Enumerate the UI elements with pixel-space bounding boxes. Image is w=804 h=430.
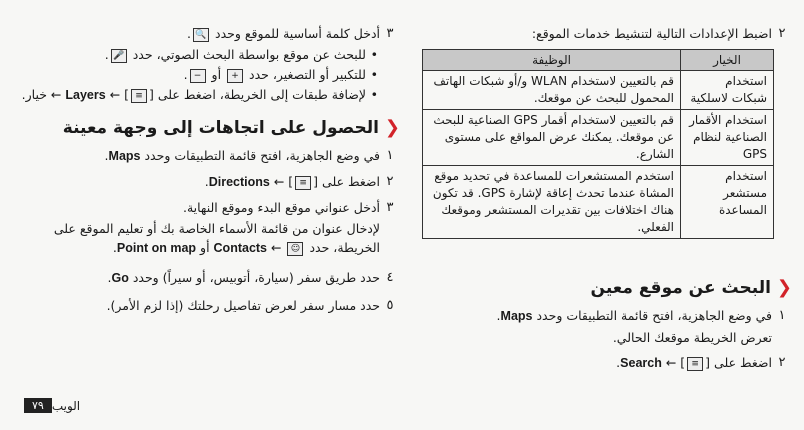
step-number: ٥ xyxy=(386,298,394,313)
step-number: ١ xyxy=(778,308,786,323)
step-2-directions: ٢ اضغط على [≡] ← Directions. xyxy=(14,172,400,192)
page-number: ٧٩ xyxy=(24,398,52,413)
step-text: حدد مسار سفر لعرض تفاصيل رحلتك (إذا لزم الأمر). xyxy=(106,298,380,313)
heading-text: البحث عن موقع معين xyxy=(590,277,771,298)
zoom-in-icon: + xyxy=(227,69,243,83)
header-function: الوظيفة xyxy=(423,50,681,71)
step-3-keyword: ٣ أدخل كلمة أساسية للموقع وحدد 🔍. xyxy=(14,24,400,43)
step-2-search: ٢ اضغط على [≡] ← Search. xyxy=(412,353,792,373)
tips-list xyxy=(14,45,378,105)
step-3-addresses xyxy=(14,198,400,217)
step-text: اضبط الإعدادات التالية لتنشيط خدمات الموقع: xyxy=(531,26,772,41)
list-item: • للتكبير أو التصغير، حدد + أو −. xyxy=(14,65,378,85)
right-column xyxy=(412,24,792,375)
location-options-table xyxy=(422,49,774,239)
step-number: ٤ xyxy=(386,270,394,285)
layers-label: Layers xyxy=(65,88,106,102)
section-heading-directions xyxy=(14,117,400,138)
step-note: تعرض الخريطة موقعك الحالي. xyxy=(612,330,772,345)
heading-text: الحصول على اتجاهات إلى وجهة معينة xyxy=(62,117,379,138)
microphone-icon: 🎤 xyxy=(111,49,127,63)
table-row xyxy=(423,71,774,110)
menu-icon: ≡ xyxy=(295,176,311,190)
function-cell: استخدم المستشعرات للمساعدة في تحديد موقع المشاة عندما تحدث إعاقة لإشارة GPS. قد تكون هناك اختلافات بين تقديرات المستشعر وموقعك الفعلي. xyxy=(423,166,681,239)
go-label: Go xyxy=(111,271,129,285)
function-cell: قم بالتعيين لاستخدام أقمار GPS الصناعية للبحث عن موقعك. يمكنك عرض المواقع على مستوى الشارع. xyxy=(423,110,681,166)
point-on-map-label: Point on map xyxy=(116,241,197,255)
option-cell: استخدام مستشعر المساعدة xyxy=(681,166,774,239)
table-row xyxy=(423,166,774,239)
option-cell: استخدام الأقمار الصناعية لنظام GPS xyxy=(681,110,774,166)
footer-label: الويب xyxy=(51,398,81,413)
zoom-out-icon: − xyxy=(190,69,206,83)
table-header-row xyxy=(423,50,774,71)
step-number: ١ xyxy=(386,148,394,163)
chevron-icon: ❮ xyxy=(384,117,400,138)
list-item: • لإضافة طبقات إلى الخريطة، اضغط على [≡] ← Layers ← خيار. xyxy=(14,85,378,105)
table-row xyxy=(423,110,774,166)
page-footer xyxy=(16,398,80,413)
step-text: في وضع الجاهزية، افتح قائمة التطبيقات وحدد xyxy=(536,308,772,323)
maps-label: Maps xyxy=(500,309,533,323)
function-cell: قم بالتعيين لاستخدام WLAN و/أو شبكات الهاتف المحمول للبحث عن موقعك. xyxy=(423,71,681,110)
menu-icon: ≡ xyxy=(687,357,703,371)
option-cell: استخدام شبكات لاسلكية xyxy=(681,71,774,110)
contacts-icon: ☺ xyxy=(287,242,303,256)
chevron-icon: ❮ xyxy=(776,277,792,298)
step-number: ٣ xyxy=(386,26,394,41)
step-5-route xyxy=(14,296,400,315)
contacts-label: Contacts xyxy=(213,241,268,255)
search-label: Search xyxy=(620,356,662,370)
step-number: ٢ xyxy=(778,26,786,41)
left-column xyxy=(14,24,400,317)
header-option: الخيار xyxy=(681,50,774,71)
menu-icon: ≡ xyxy=(131,89,147,103)
step-4-travel-mode: ٤ حدد طريق سفر (سيارة، أتوبيس، أو سيراً) وحدد Go. xyxy=(14,268,400,288)
search-icon: 🔍 xyxy=(193,28,209,42)
step-number: ٢ xyxy=(778,355,786,370)
step-note: لإدخال عنوان من قائمة الأسماء الخاصة بك أو تعليم الموقع على الخريطة، حدد ☺ ← Contacts أو Point on map. xyxy=(53,221,380,255)
step-number: ٣ xyxy=(386,200,394,215)
list-item: • للبحث عن موقع بواسطة البحث الصوتي، حدد 🎤. xyxy=(14,45,378,65)
section-heading-find-location xyxy=(412,277,792,298)
step-text: أدخل عنواني موقع البدء وموقع النهاية. xyxy=(182,200,380,215)
step-2-settings xyxy=(412,24,792,43)
step-1-open-maps: ١ في وضع الجاهزية، افتح قائمة التطبيقات وحدد Maps. xyxy=(14,146,400,166)
directions-label: Directions xyxy=(208,175,270,189)
step-1-open-maps: ١ في وضع الجاهزية، افتح قائمة التطبيقات وحدد Maps. xyxy=(412,306,792,326)
maps-label: Maps xyxy=(108,149,141,163)
step-number: ٢ xyxy=(386,174,394,189)
